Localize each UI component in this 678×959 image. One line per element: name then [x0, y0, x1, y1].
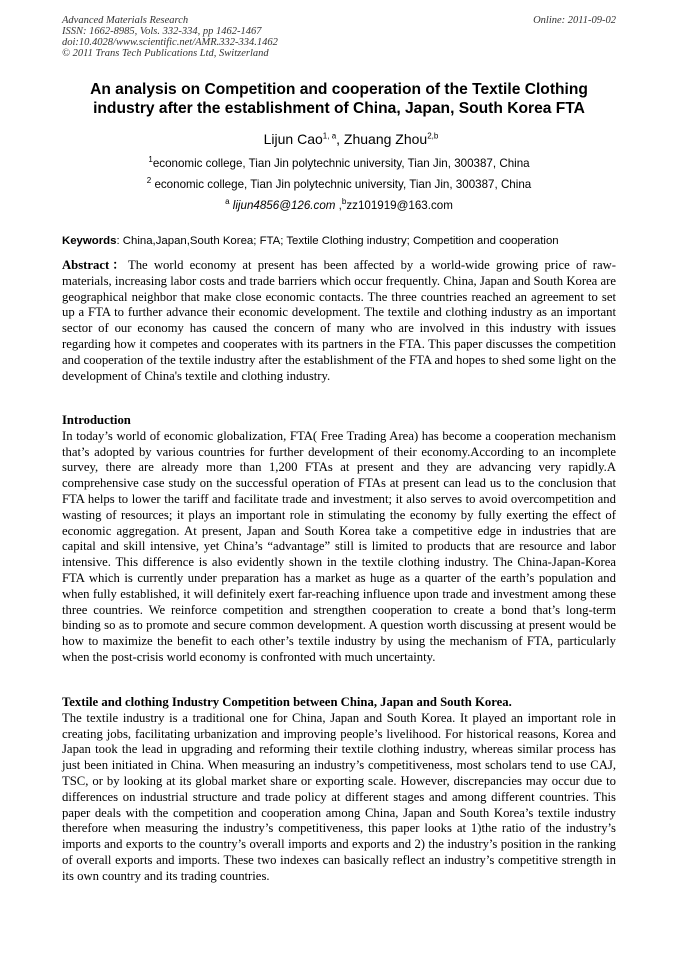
- author-1-sup: 1, a: [322, 131, 337, 141]
- author-list: [62, 130, 616, 148]
- title-line-1: An analysis on Competition and cooperation of the Textile Clothing: [90, 81, 588, 98]
- affiliation-2-text: economic college, Tian Jin polytechnic university, Tian Jin, 300387, China: [151, 178, 532, 191]
- journal-doi: doi:10.4028/www.scientific.net/AMR.332-334.1462: [62, 37, 278, 48]
- abstract: [62, 258, 616, 384]
- introduction-heading: Introduction: [62, 413, 131, 427]
- author-1-name: Lijun Cao: [263, 131, 323, 147]
- affiliation-1-text: economic college, Tian Jin polytechnic university, Tian Jin, 300387, China: [152, 157, 530, 170]
- journal-name: Advanced Materials Research: [62, 15, 189, 26]
- abstract-label: Abstract：: [62, 258, 128, 272]
- online-date: Online: 2011-09-02: [533, 15, 616, 26]
- paper-title: [62, 80, 616, 118]
- competition-section: [62, 695, 616, 885]
- affiliation-2: [62, 178, 616, 192]
- introduction-text: In today’s world of economic globalization, FTA( Free Trading Area) has become a cooperation mechanism that’s adopted by various countries for further development of their economy.According to an incomplete survey, there are already more than 1,200 FTAs at present and they are advancing very rapidly.A comprehensive case study on the successful operation of FTAs at present can lead us to the conclusion that FTA helps to lower the tariff and facilitate trade and investment; it also serves to avoid overcompetition and wasting of resources; it plays an important role in stimulating the economy by fully exerting the effect of economic aggregation. At present, Japan and South Korea take a competitive edge in industries that are capital and skill intensive, yet China’s “advantage” still is limited to products that are resource and labor intensive. This difference is also evidently shown in the textile clothing industry. The China-Japan-Korea FTA which is currently under preparation has a market as huge as a quarter of the earth’s population and when fully established, it will definitely exert far-reaching influence upon trade and investment among these three countries. We reinforce competition and strengthen cooperation to create a bond that’s long-term binding so as to promote and secure common development. A question worth discussing at present would be how to maximize the benefit to each other’s textile industry by using the mechanism of FTA, particularly when the post-crisis world economy is confronted with much uncertainty.: [62, 428, 616, 664]
- competition-heading: Textile and clothing Industry Competition between China, Japan and South Korea.: [62, 695, 512, 709]
- affiliation-1-sup: 1: [148, 155, 153, 165]
- journal-copyright: © 2011 Trans Tech Publications Ltd, Switzerland: [62, 48, 269, 59]
- keywords-text: : China,Japan,South Korea; FTA; Textile Clothing industry; Competition and cooperation: [116, 235, 559, 247]
- author-emails: [62, 199, 616, 213]
- email-b[interactable]: zz101919@163.com: [346, 199, 453, 212]
- introduction-section: [62, 413, 616, 666]
- keywords-label: Keywords: [62, 235, 117, 247]
- email-b-sup: b: [341, 197, 347, 207]
- affiliation-2-sup: 2: [146, 176, 152, 186]
- email-a-sup: a: [225, 197, 230, 207]
- keywords: [62, 234, 616, 248]
- author-2-sup: 2,b: [427, 131, 439, 141]
- competition-text: The textile industry is a traditional one for China, Japan and South Korea. It played an important role in creating jobs, facilitating urbanization and improving people’s livelihood. For historical reasons, Korea and Japan took the lead in upgrading and reforming their textile clothing industry, whereas similar process has just been initiated in China. When measuring an industry’s competitiveness, most scholars tend to use CAJ, TSC, or by looking at its global market share or exporting scale. However, discrepancies may occur due to differences on industrial structure and trade policy at different stages and among different countries. This paper deals with the competition and cooperation among China, Japan and South Korea’s textile industry therefore when measuring the industry’s competitiveness, this paper looks at 1)the ratio of the industry’s imports and exports to the country’s overall imports and exports and 2) the industry’s position in the ranking of overall exports and imports. These two indexes can basically reflect an industry’s competitive strength in its own country and its trading countries.: [62, 710, 616, 883]
- author-1: [264, 130, 337, 148]
- title-line-2: industry after the establishment of China, Japan, South Korea FTA: [93, 100, 585, 117]
- journal-issn: ISSN: 1662-8985, Vols. 332-334, pp 1462-1467: [62, 26, 262, 37]
- email-separator: ,: [335, 199, 342, 212]
- author-separator: ,: [336, 131, 344, 147]
- journal-header: [62, 15, 616, 59]
- author-2: [344, 131, 438, 147]
- affiliation-1: [62, 157, 616, 171]
- email-a[interactable]: lijun4856@126.com: [229, 199, 336, 212]
- author-2-name: Zhuang Zhou: [343, 131, 428, 147]
- abstract-text: The world economy at present has been affected by a world-wide growing price of raw-materials, increasing labor costs and trade barriers which occur frequently. China, Japan and South Korea are geographical neighbor that make close economic contacts. The three countries reached an agreement to set up a FTA to further advance their economic development. The textile and clothing industry as an important sector of our economy has caused the concern of many who are involved in this industry with issues regarding how it competes and cooperates with its partners in the FTA. This paper discusses the competition and cooperation of the textile industry after the establishment of the FTA and hopes to shed some light on the development of China's textile and clothing industry.: [62, 258, 616, 383]
